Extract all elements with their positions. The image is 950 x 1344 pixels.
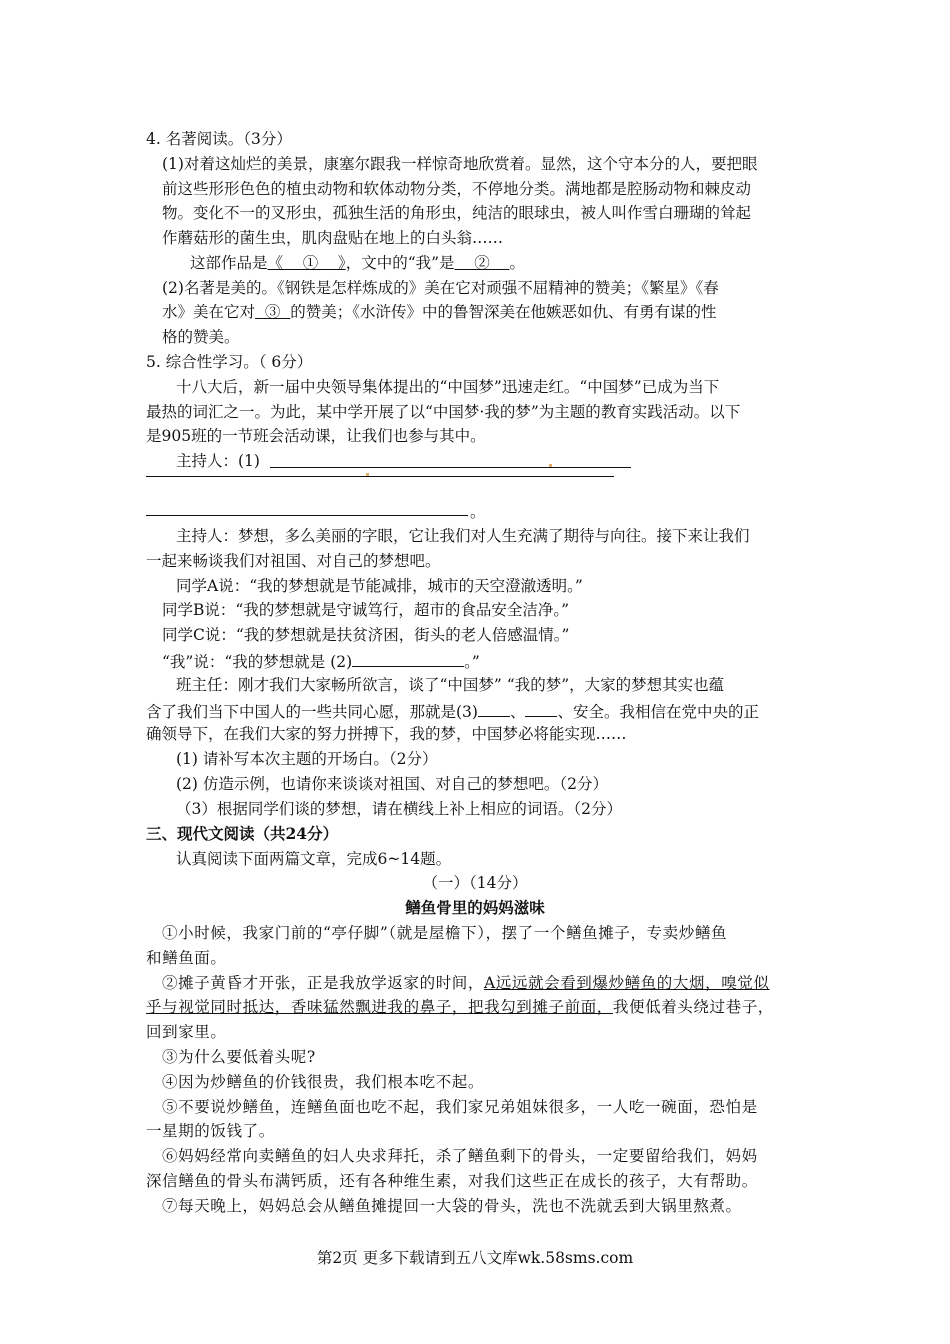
section-instruction: 认真阅读下面两篇文章，完成6~14题。 <box>176 850 452 868</box>
answer-blank-3[interactable]: ③ <box>255 303 291 321</box>
article-line: ⑥妈妈经常向卖鳝鱼的妇人央求拜托，杀了鳝鱼剩下的骨头，一定要留给我们，妈妈 <box>162 1147 758 1165</box>
sub-question-2: (2) 仿造示例，也请你来谈谈对祖国、对自己的梦想吧。（2分） <box>176 775 608 793</box>
me-line <box>162 650 480 672</box>
page-footer: 第2页 更多下载请到五八文库wk.58sms.com <box>316 1249 634 1267</box>
q4-passage-line: (1)对着这灿烂的美景，康塞尔跟我一样惊奇地欣赏着。显然，这个守本分的人，要把眼 <box>162 155 758 173</box>
teacher-line <box>146 700 759 722</box>
q4-q1-text: 这部作品是 <box>190 254 268 272</box>
host-line-1-end: 。 <box>470 503 486 521</box>
q5-title: 5. 综合性学习。（ 6分） <box>146 353 313 371</box>
article-line: ⑦每天晚上，妈妈总会从鳝鱼摊提回一大袋的骨头，洗也不洗就丢到大锅里熬煮。 <box>162 1197 742 1215</box>
host-line-2: 一起来畅谈我们对祖国、对自己的梦想吧。 <box>146 552 441 570</box>
q4-text: 水》美在它对 <box>162 303 256 321</box>
host-line-1: 主持人：(1) <box>176 452 260 470</box>
q5-intro-line: 最热的词汇之一。为此，某中学开展了以“中国梦·我的梦”为主题的教育实践活动。以下 <box>146 403 741 421</box>
q4-question-1 <box>190 253 525 273</box>
q4-passage-line: 格的赞美。 <box>162 328 240 346</box>
mark-dot <box>549 464 552 467</box>
teacher-text: 含了我们当下中国人的一些共同心愿，那就是(3) <box>146 703 478 721</box>
underlined-sentence-a: A远远就会看到爆炒鳝鱼的大烟，嗅觉似 <box>484 974 770 992</box>
part-label: （一）（14分） <box>422 874 528 892</box>
q4-q1-text: 。 <box>509 254 525 272</box>
answer-blank-1[interactable]: 《 ① 》 <box>267 254 346 272</box>
q4-passage-line: (2)名著是美的。《钢铁是怎样炼成的》美在它对顽强不屈精神的赞美；《繁星》《春 <box>162 279 719 297</box>
article-text: 我便低着头绕过巷子， <box>612 998 774 1016</box>
answer-blank-word-1[interactable] <box>478 700 510 717</box>
answer-blank-2[interactable]: ② <box>454 254 510 272</box>
sub-question-3: （3）根据同学们谈的梦想，请在横线上补上相应的词语。（2分） <box>176 800 622 818</box>
sub-question-1: (1) 请补写本次主题的开场白。（2分） <box>176 750 438 768</box>
teacher-line: 确领导下，在我们大家的努力拼搏下，我的梦，中国梦必将能实现…… <box>146 725 627 743</box>
teacher-line: 班主任：刚才我们大家畅所欲言，谈了“中国梦” “我的梦”，大家的梦想其实也蕴 <box>176 676 725 694</box>
article-line: 和鳝鱼面。 <box>146 949 227 967</box>
answer-line[interactable] <box>270 467 631 468</box>
q4-passage-line <box>162 302 717 322</box>
teacher-text: 、安全。我相信在党中央的正 <box>557 703 759 721</box>
teacher-text: 、 <box>509 703 526 721</box>
article-text: ②摊子黄昏才开张，正是我放学返家的时间， <box>162 974 485 992</box>
article-line <box>146 997 774 1017</box>
q4-passage-line: 作蘑菇形的菌生虫，肌肉盘贴在地上的白头翁…… <box>162 229 504 247</box>
q4-q1-text: ，文中的“我”是 <box>345 254 455 272</box>
q5-intro-line: 是905班的一节班会活动课，让我们也参与其中。 <box>146 427 486 445</box>
article-line: ③为什么要低着头呢? <box>162 1048 316 1066</box>
answer-blank-me[interactable] <box>352 650 464 667</box>
me-text: 。” <box>464 653 480 671</box>
host-line-2: 主持人：梦想，多么美丽的字眼，它让我们对人生充满了期待与向往。接下来让我们 <box>176 527 750 545</box>
q4-text: 的赞美；《水浒传》中的鲁智深美在他嫉恶如仇、有勇有谋的性 <box>290 303 717 321</box>
answer-line[interactable] <box>146 476 614 477</box>
article-line: 回到家里。 <box>146 1023 227 1041</box>
article-line: 深信鳝鱼的骨头布满钙质，还有各种维生素，对我们这些正在成长的孩子，大有帮助。 <box>146 1172 758 1190</box>
answer-blank-word-2[interactable] <box>525 700 557 717</box>
article-line <box>162 973 770 993</box>
article-line: ⑤不要说炒鳝鱼，连鳝鱼面也吃不起，我们家兄弟姐妹很多，一人吃一碗面，恐怕是 <box>162 1098 758 1116</box>
q4-title: 4. 名著阅读。（3分） <box>146 130 292 148</box>
mark-dot <box>366 473 369 476</box>
underlined-sentence-a: 乎与视觉同时抵达，香味猛然飘进我的鼻子，把我勾到摊子前面， <box>146 998 613 1016</box>
article-line: ①小时候，我家门前的“亭仔脚”（就是屋檐下），摆了一个鳝鱼摊子，专卖炒鳝鱼 <box>162 924 728 942</box>
me-text: “我”说：“我的梦想就是 (2) <box>162 653 353 671</box>
student-b-line: 同学B说：“我的梦想就是守诚笃行，超市的食品安全洁净。” <box>162 601 569 619</box>
section-heading: 三、现代文阅读（共24分） <box>146 824 339 843</box>
article-title: 鳝鱼骨里的妈妈滋味 <box>405 898 545 917</box>
answer-line[interactable] <box>146 515 468 516</box>
article-line: ④因为炒鳝鱼的价钱很贵，我们根本吃不起。 <box>162 1073 485 1091</box>
article-line: 一星期的饭钱了。 <box>146 1122 275 1140</box>
q5-intro-line: 十八大后，新一届中央领导集体提出的“中国梦”迅速走红。“中国梦”已成为当下 <box>176 378 720 396</box>
q4-passage-line: 物。变化不一的叉形虫，孤独生活的角形虫，纯洁的眼球虫，被人叫作雪白珊瑚的耸起 <box>162 204 752 222</box>
student-c-line: 同学C说：“我的梦想就是扶贫济困，街头的老人倍感温情。” <box>162 626 570 644</box>
q4-passage-line: 前这些形形色色的植虫动物和软体动物分类，不停地分类。满地都是腔肠动物和棘皮动 <box>162 180 752 198</box>
student-a-line: 同学A说：“我的梦想就是节能减排，城市的天空澄澈透明。” <box>176 577 583 595</box>
